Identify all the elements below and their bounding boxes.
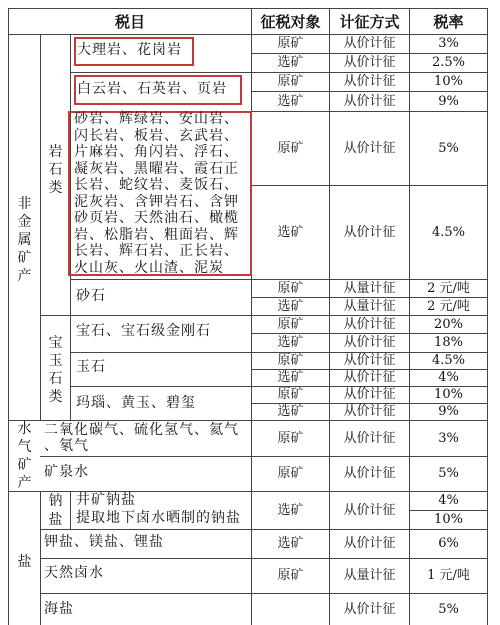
cell-method: 从价计征 — [343, 404, 396, 420]
cell-rate: 9% — [438, 404, 459, 420]
cell-method: 从价计征 — [343, 74, 396, 90]
cell-rate: 4% — [438, 370, 459, 386]
cell-method: 从价计征 — [343, 316, 396, 332]
cell-rate: 5% — [438, 140, 459, 156]
cell-rate: 1 元/吨 — [427, 568, 470, 584]
cell-method: 从价计征 — [343, 55, 396, 71]
cell-rate: 5% — [438, 466, 459, 482]
cell-rate: 6% — [438, 536, 459, 552]
item-brine-salt: 提取地下卤水晒制的钠盐 — [76, 510, 241, 526]
item-gemstone: 宝石、宝石级金刚石 — [76, 323, 211, 339]
cell-method: 从价计征 — [343, 224, 396, 240]
category-salt: 盐 — [17, 553, 32, 570]
cell-rate: 4.5% — [431, 224, 466, 240]
cell-rate: 2 元/吨 — [427, 298, 470, 314]
cell-object: 选矿 — [277, 370, 304, 386]
cell-rate: 20% — [434, 316, 463, 332]
cell-object: 选矿 — [277, 298, 304, 314]
cell-rate: 4.5% — [431, 353, 466, 369]
cell-method: 从价计征 — [343, 353, 396, 369]
item-rock-list: 砂岩、辉绿岩、安山岩、 闪长岩、板岩、玄武岩、 片麻岩、角闪岩、浮石、 凝灰岩、黑曜岩、霞石正 长岩、蛇纹岩、麦饭石、 泥灰岩、含钾岩石、含钾 砂页岩、天然油石、橄榄 岩、松脂岩、粗面岩、辉 长岩、辉石岩、正长岩、 火山灰、火山渣、泥炭 — [74, 111, 239, 276]
cell-rate: 10% — [434, 74, 463, 90]
cell-object: 原矿 — [277, 353, 304, 369]
cell-object: 选矿 — [277, 404, 304, 420]
item-agate: 玛瑙、黄玉、碧玺 — [76, 395, 196, 411]
cell-method: 从价计征 — [343, 536, 396, 552]
cell-object: 选矿 — [277, 536, 304, 552]
subcategory-sodium-salt: 钠 盐 — [48, 493, 63, 528]
cell-object: 原矿 — [277, 466, 304, 482]
subcategory-rock: 岩 石 类 — [48, 143, 63, 197]
item-gravel: 砂石 — [76, 288, 106, 304]
item-jade: 玉石 — [76, 359, 106, 375]
cell-object: 选矿 — [277, 93, 304, 109]
cell-method: 从价计征 — [343, 140, 396, 156]
item-well-salt: 井矿钠盐 — [76, 492, 136, 508]
cell-object — [252, 596, 329, 624]
cell-method: 从量计征 — [343, 280, 396, 296]
cell-rate: 2 元/吨 — [427, 280, 470, 296]
cell-object: 选矿 — [277, 55, 304, 71]
header-tax-method: 计征方式 — [339, 12, 400, 31]
header-tax-item: 税目 — [114, 12, 145, 31]
cell-rate: 18% — [434, 335, 463, 351]
cell-rate: 3% — [438, 36, 459, 52]
item-mineral-water: 矿泉水 — [44, 464, 89, 480]
cell-rate: 10% — [434, 512, 463, 528]
cell-object: 原矿 — [277, 430, 304, 446]
item-dolomite: 白云岩、石英岩、页岩 — [77, 81, 227, 97]
cell-rate: 4% — [438, 493, 459, 509]
cell-rate: 3% — [438, 430, 459, 446]
cell-method: 从价计征 — [343, 466, 396, 482]
cell-method: 从价计征 — [343, 430, 396, 446]
item-gas-line2: 、氡气 — [44, 438, 89, 454]
cell-object: 选矿 — [277, 502, 304, 518]
subcategory-gem: 宝 玉 石 类 — [48, 334, 63, 406]
cell-method: 从价计征 — [343, 370, 396, 386]
header-tax-object: 征税对象 — [260, 12, 321, 31]
item-potash: 钾盐、镁盐、锂盐 — [44, 534, 164, 550]
cell-method: 从价计征 — [343, 502, 396, 518]
header-tax-rate: 税率 — [433, 12, 464, 31]
item-gas-line1: 二氧化碳气、硫化氢气、氦气 — [44, 422, 239, 438]
cell-object: 原矿 — [277, 140, 304, 156]
cell-method: 从价计征 — [343, 387, 396, 403]
cell-object: 原矿 — [277, 74, 304, 90]
cell-rate: 2.5% — [431, 55, 466, 71]
cell-rate: 10% — [434, 387, 463, 403]
cell-method: 从价计征 — [343, 36, 396, 52]
cell-method: 从价计征 — [343, 335, 396, 351]
cell-method: 从量计征 — [343, 298, 396, 314]
item-marble: 大理岩、花岗岩 — [77, 42, 182, 58]
category-nonmetal: 非 金 属 矿 产 — [17, 195, 32, 285]
cell-method: 从量计征 — [343, 568, 396, 584]
cell-rate: 9% — [438, 93, 459, 109]
item-natural-brine: 天然卤水 — [44, 565, 104, 581]
cell-object: 原矿 — [277, 568, 304, 584]
cell-method: 从价计征 — [343, 93, 396, 109]
item-sea-salt: 海盐 — [44, 601, 74, 617]
cell-object: 原矿 — [277, 280, 304, 296]
cell-method: 从价计征 — [343, 602, 396, 618]
cell-object: 选矿 — [277, 224, 304, 240]
cell-object: 原矿 — [277, 387, 304, 403]
category-water-gas: 水 气 矿 产 — [17, 420, 32, 492]
cell-object: 选矿 — [277, 335, 304, 351]
cell-object: 原矿 — [277, 36, 304, 52]
cell-rate: 5% — [438, 602, 459, 618]
cell-object: 原矿 — [277, 316, 304, 332]
